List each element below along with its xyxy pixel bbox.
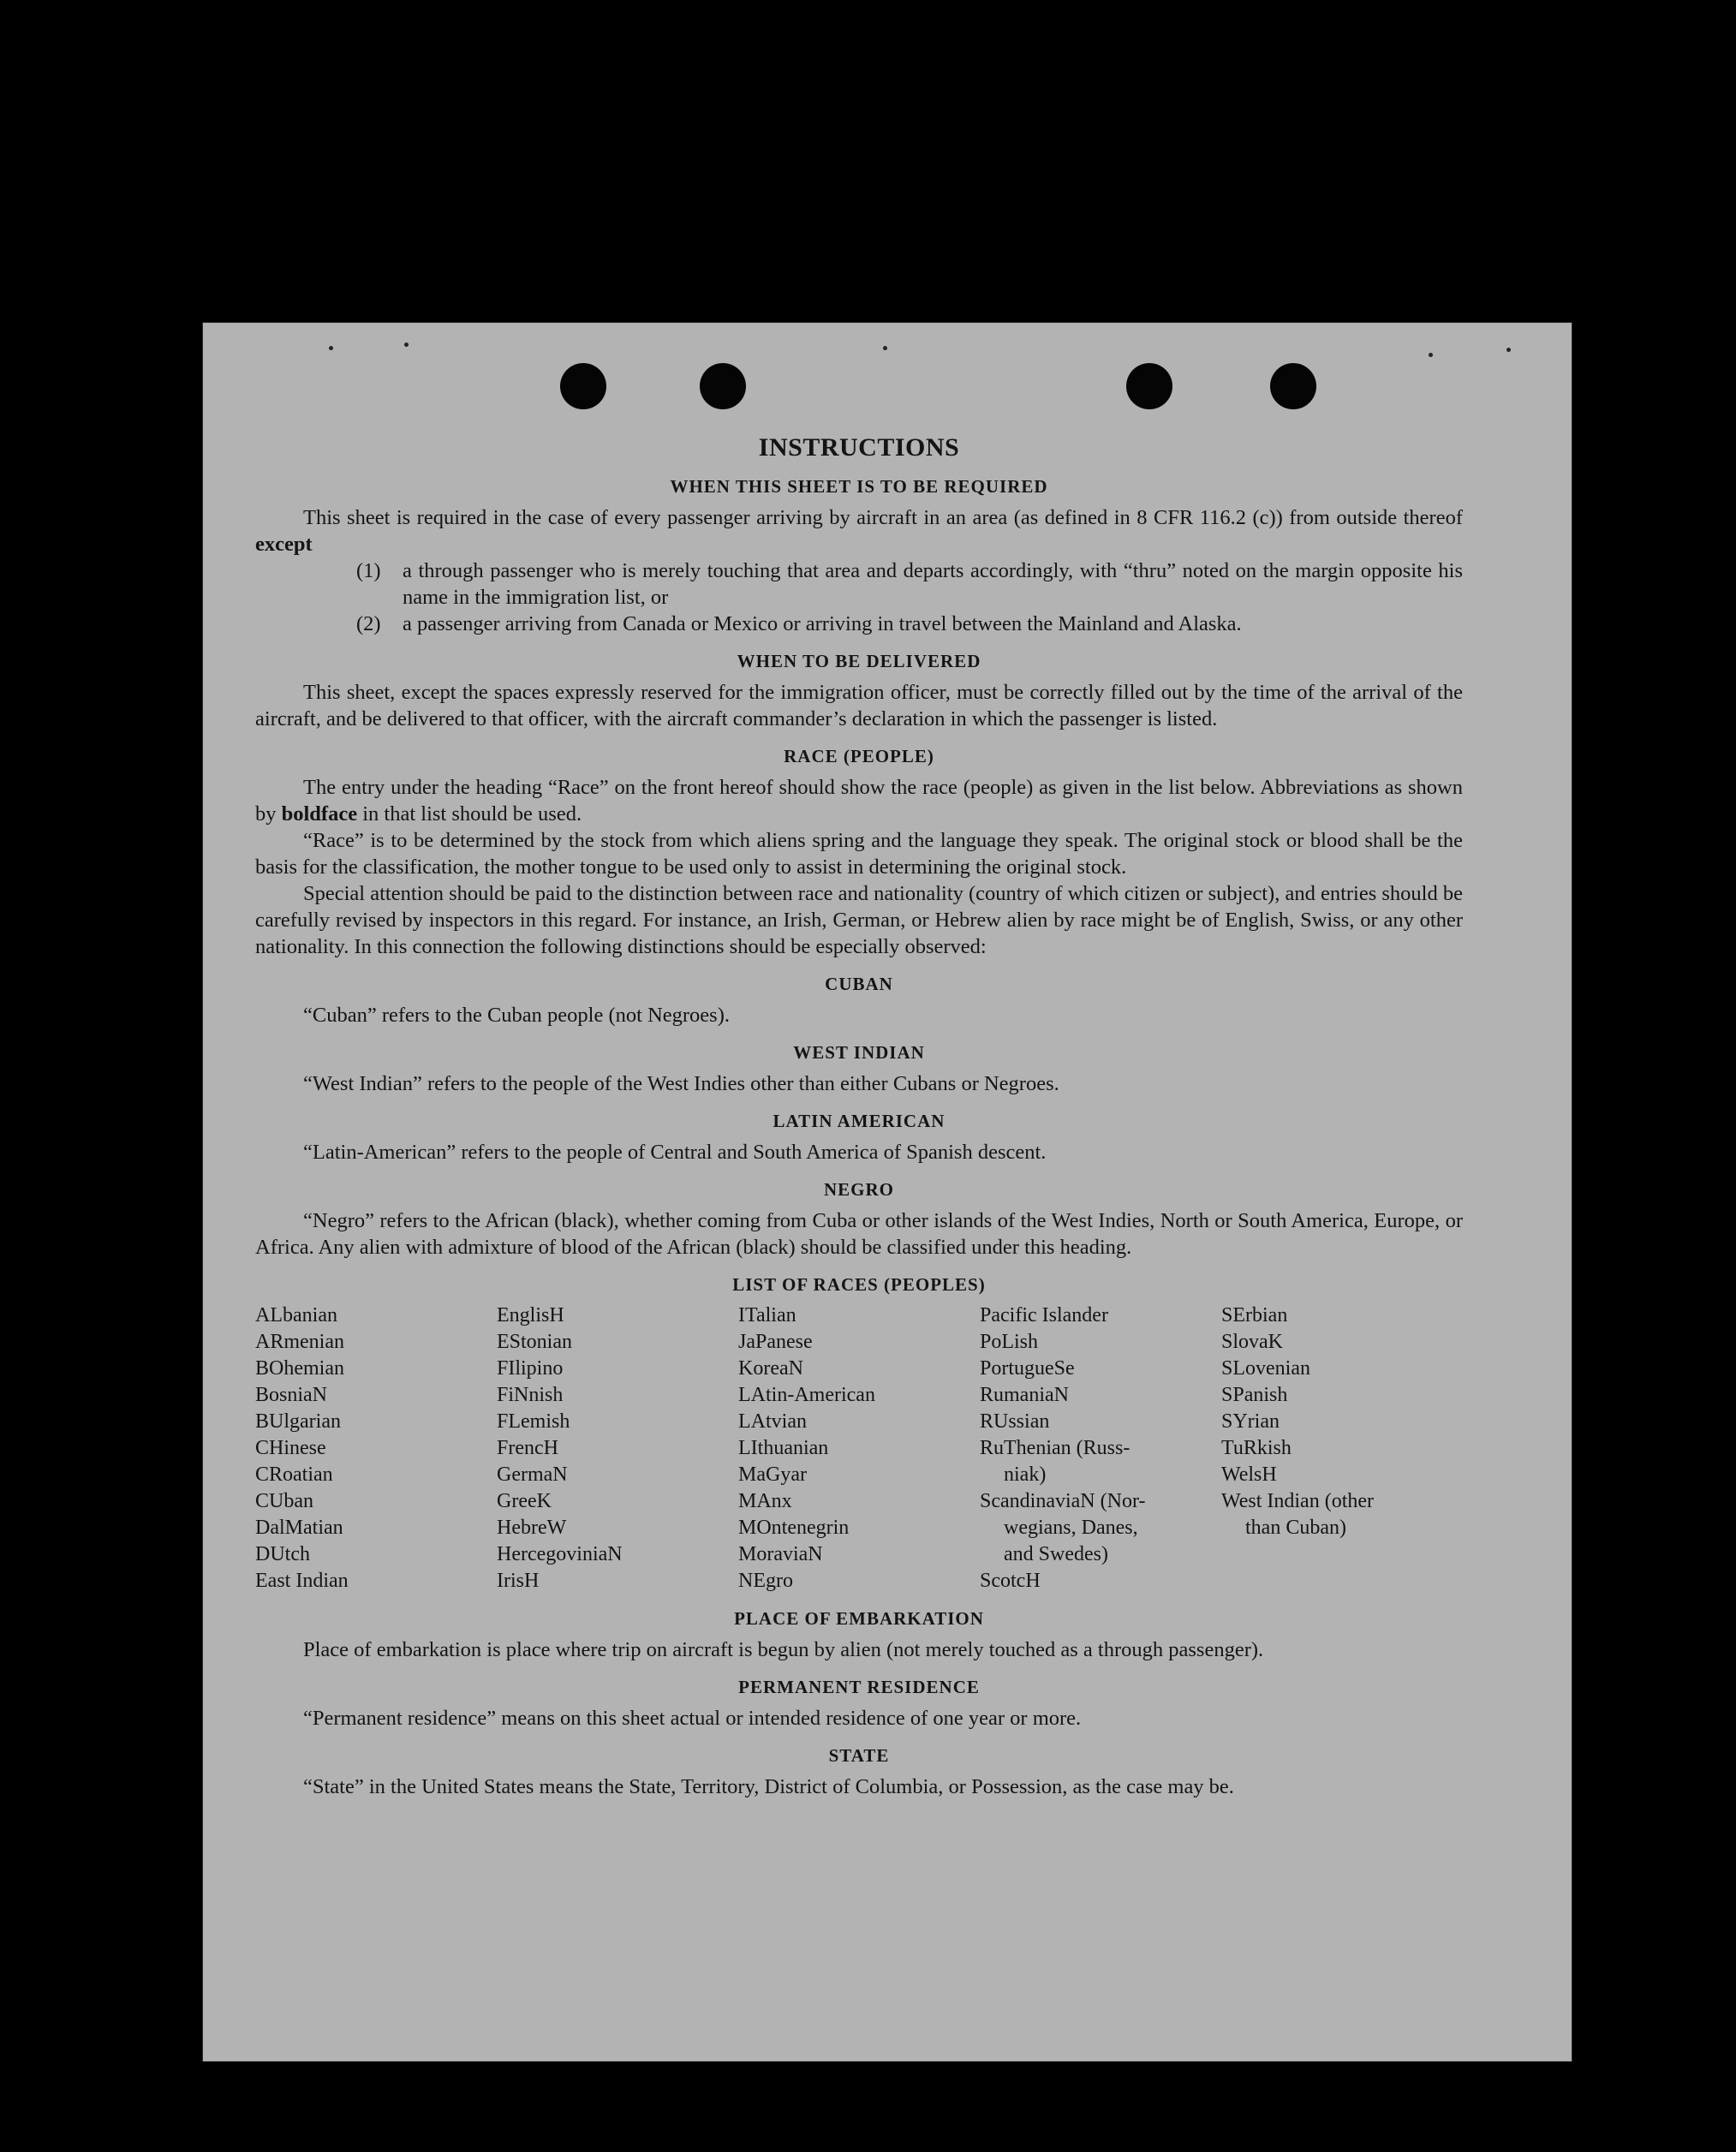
state-text: “State” in the United States means the State, Territory, District of Columbia, or Possession, as the case may be. <box>303 1775 1234 1798</box>
heading-permanent-residence: PERMANENT RESIDENCE <box>738 1677 980 1697</box>
race-item: BUlgarian <box>255 1410 341 1433</box>
race-item: LAtvian <box>738 1410 807 1433</box>
race-item: CRoatian <box>255 1463 333 1486</box>
race-item: EStonian <box>497 1331 572 1353</box>
race-item: IrisH <box>497 1570 540 1592</box>
race-item: FrencH <box>497 1437 558 1459</box>
race-item: and Swedes) <box>1004 1543 1108 1565</box>
race-item: MOntenegrin <box>738 1517 850 1539</box>
race-item: ALbanian <box>255 1304 337 1326</box>
race-item: CHinese <box>255 1437 326 1459</box>
race-item: BOhemian <box>255 1357 344 1380</box>
embarkation-text: Place of embarkation is place where trip on aircraft is begun by alien (not merely touched as a through passenger). <box>303 1638 1264 1661</box>
speck <box>329 346 333 350</box>
heading-place-of-embarkation: PLACE OF EMBARKATION <box>734 1608 984 1629</box>
race-paragraph-1: The entry under the heading “Race” on the front hereof should show the race (people) as given in the list below. Abbreviations as shown by boldface in that list should be used. <box>255 776 1463 826</box>
race-item: FLemish <box>497 1410 570 1433</box>
instructions-content <box>255 433 1463 1800</box>
heading-west-indian: WEST INDIAN <box>793 1042 925 1063</box>
race-item: RuThenian (Russ- <box>980 1437 1130 1459</box>
exception-2: (2) a passenger arriving from Canada or Mexico or arriving in travel between the Mainland and Alaska. <box>356 612 1242 635</box>
race-item: EnglisH <box>497 1304 564 1326</box>
heading-cuban: CUBAN <box>825 974 893 994</box>
race-item: SlovaK <box>1221 1331 1283 1353</box>
race-item: CUban <box>255 1490 313 1512</box>
negro-text: “Negro” refers to the African (black), whether coming from Cuba or other islands of the West Indies, North or South America, Europe, or Africa. Any alien with admixture of blood of the African (black) should be classified under this heading. <box>255 1209 1463 1259</box>
punch-hole-2 <box>700 363 746 409</box>
race-item: Pacific Islander <box>980 1304 1108 1326</box>
punch-hole-4 <box>1270 363 1316 409</box>
race-item: LAtin-American <box>738 1384 875 1406</box>
west-indian-text: “West Indian” refers to the people of the West Indies other than either Cubans or Negroes. <box>303 1072 1059 1095</box>
race-item: PortugueSe <box>980 1357 1075 1380</box>
race-item: PoLish <box>980 1331 1039 1353</box>
race-item: MoraviaN <box>738 1543 823 1565</box>
heading-when-delivered: WHEN TO BE DELIVERED <box>737 651 981 671</box>
race-item: wegians, Danes, <box>1004 1517 1138 1539</box>
race-item: RumaniaN <box>980 1384 1069 1406</box>
race-item: HercegoviniaN <box>497 1543 623 1565</box>
race-item: SYrian <box>1221 1410 1280 1433</box>
exception-1: (1) a through passenger who is merely touching that area and departs accordingly, with “thru” noted on the margin opposite his name in the immigration list, or <box>356 559 1463 609</box>
race-item: SPanish <box>1221 1384 1288 1406</box>
when-delivered-text: This sheet, except the spaces expressly reserved for the immigration officer, must be correctly filled out by the time of the arrival of the aircraft, and be delivered to that officer, with the aircraft commander’s declaration in which the passenger is listed. <box>255 681 1463 730</box>
race-item: GreeK <box>497 1490 552 1512</box>
race-item: DalMatian <box>255 1517 343 1539</box>
race-item: ScandinaviaN (Nor- <box>980 1490 1146 1512</box>
punch-hole-1 <box>560 363 606 409</box>
heading-state: STATE <box>828 1745 890 1766</box>
races-column <box>738 1303 980 1595</box>
race-item: RUssian <box>980 1410 1050 1433</box>
cuban-text: “Cuban” refers to the Cuban people (not Negroes). <box>303 1004 730 1027</box>
race-item: LIthuanian <box>738 1437 829 1459</box>
race-item: JaPanese <box>738 1331 813 1353</box>
when-required-text: This sheet is required in the case of every passenger arriving by aircraft in an area (as defined in 8 CFR 116.2 (c)) from outside thereof except <box>255 506 1463 556</box>
residence-text: “Permanent residence” means on this sheet actual or intended residence of one year or more. <box>303 1707 1082 1730</box>
race-item: ScotcH <box>980 1570 1041 1592</box>
race-item: FIlipino <box>497 1357 564 1380</box>
race-item: HebreW <box>497 1517 567 1539</box>
speck <box>1429 353 1433 357</box>
speck <box>404 343 409 347</box>
races-column <box>980 1303 1221 1595</box>
race-item: FiNnish <box>497 1384 564 1406</box>
races-column <box>255 1303 497 1595</box>
heading-latin-american: LATIN AMERICAN <box>773 1111 946 1131</box>
race-item: KoreaN <box>738 1357 803 1380</box>
race-item: than Cuban) <box>1245 1517 1346 1539</box>
race-item: SErbian <box>1221 1304 1288 1326</box>
races-column <box>497 1303 738 1595</box>
races-list <box>255 1303 1463 1595</box>
race-item: NEgro <box>738 1570 793 1592</box>
race-item: ARmenian <box>255 1331 344 1353</box>
race-item: DUtch <box>255 1543 310 1565</box>
punch-hole-3 <box>1126 363 1172 409</box>
speck <box>1506 348 1511 352</box>
race-item: MAnx <box>738 1490 792 1512</box>
page-title: INSTRUCTIONS <box>758 433 960 462</box>
heading-when-required: WHEN THIS SHEET IS TO BE REQUIRED <box>670 476 1048 497</box>
races-column <box>1221 1303 1463 1595</box>
race-paragraph-3: Special attention should be paid to the distinction between race and nationality (country of which citizen or subject), and entries should be carefully revised by inspectors in this regard. For instance, an Irish, German, or Hebrew alien by race might be of English, Swiss, or any other nationality. In this connection the following distinctions should be especially observed: <box>255 882 1463 958</box>
race-item: GermaN <box>497 1463 568 1486</box>
speck <box>883 346 887 350</box>
latin-american-text: “Latin-American” refers to the people of Central and South America of Spanish descent. <box>303 1141 1047 1164</box>
race-item: TuRkish <box>1221 1437 1292 1459</box>
race-item: BosniaN <box>255 1384 327 1406</box>
race-item: WelsH <box>1221 1463 1277 1486</box>
race-item: MaGyar <box>738 1463 807 1486</box>
race-item: niak) <box>1004 1463 1047 1486</box>
race-item: East Indian <box>255 1570 349 1592</box>
race-paragraph-2: “Race” is to be determined by the stock from which aliens spring and the language they speak. The original stock or blood shall be the basis for the classification, the mother tongue to be used only to assist in determining the original stock. <box>255 829 1463 879</box>
document-sheet <box>202 322 1572 2062</box>
heading-negro: NEGRO <box>823 1179 894 1200</box>
race-item: West Indian (other <box>1221 1490 1375 1512</box>
race-item: ITalian <box>738 1304 796 1326</box>
heading-list-of-races: LIST OF RACES (PEOPLES) <box>732 1274 986 1295</box>
heading-race: RACE (PEOPLE) <box>784 746 934 766</box>
race-item: SLovenian <box>1221 1357 1310 1380</box>
